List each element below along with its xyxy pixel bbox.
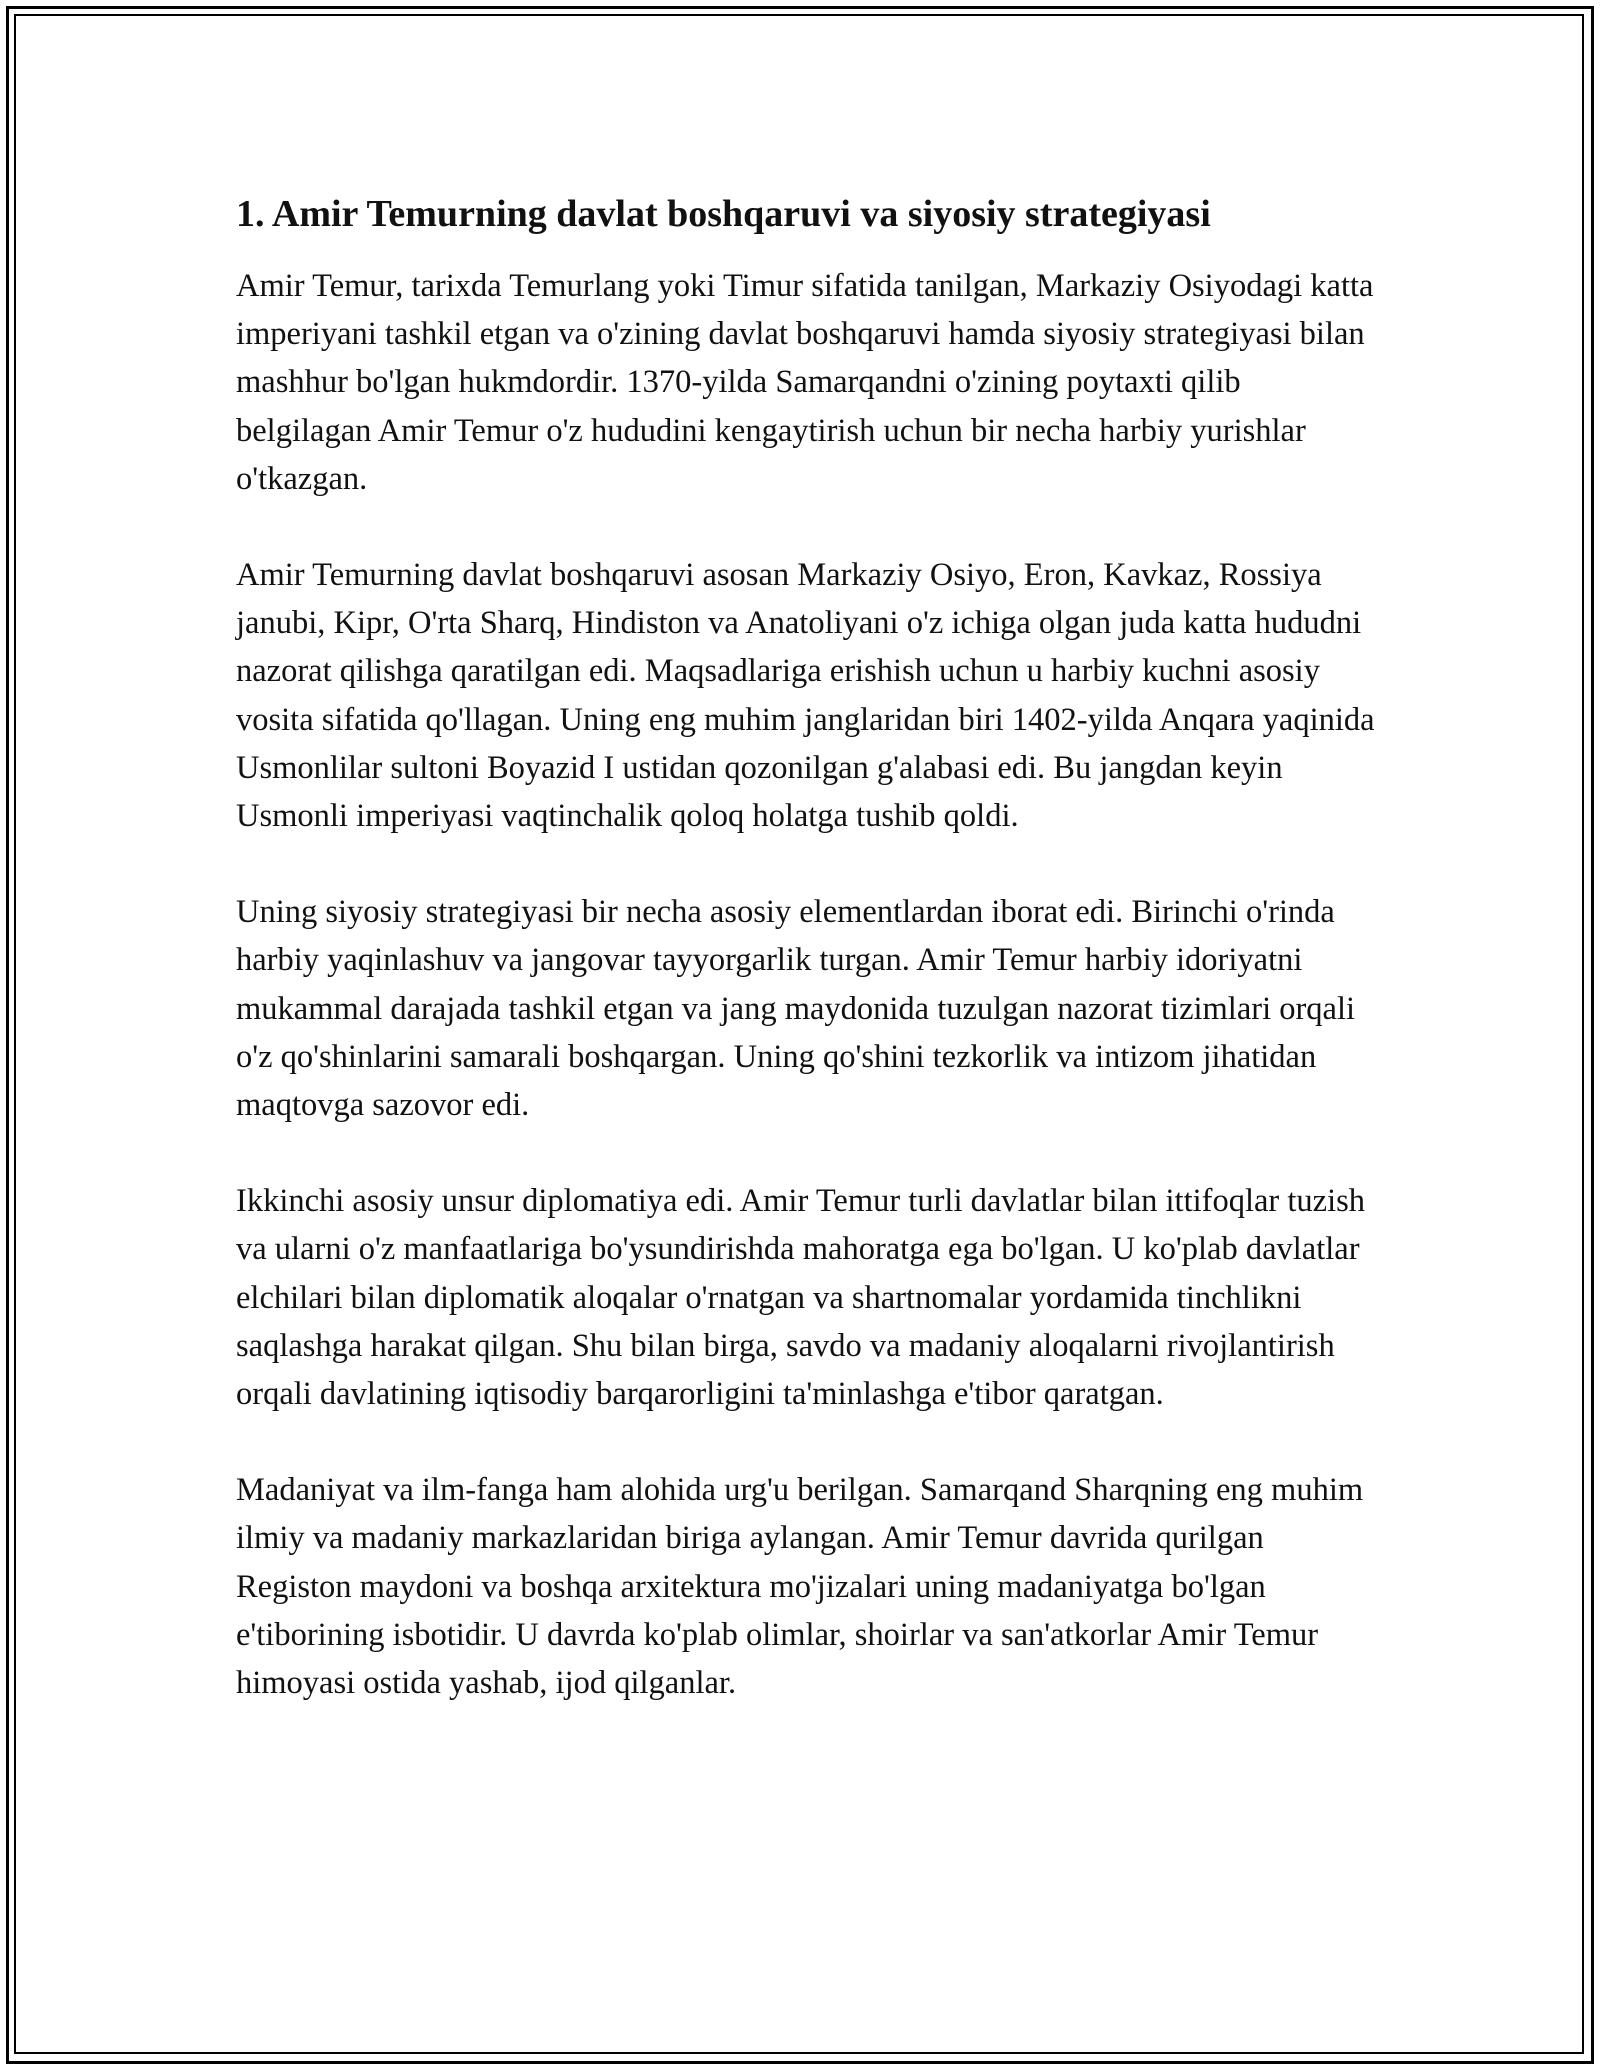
document-body (236, 188, 1376, 1755)
paragraph-3: Uning siyosiy strategiyasi bir necha asosiy elementlardan iborat edi. Birinchi o'rinda harbiy yaqinlashuv va jangovar tayyorgarlik turgan. Amir Temur harbiy idoriyatni mukammal darajada tashkil etgan va jang maydonida tuzulgan nazorat tizimlari orqali o'z qo'shinlarini samarali boshqargan. Uning qo'shini tezkorlik va intizom jihatidan maqtovga sazovor edi. (236, 894, 1356, 1124)
paragraph-5: Madaniyat va ilm-fanga ham alohida urg'u berilgan. Samarqand Sharqning eng muhim ilmiy va madaniy markazlaridan biriga aylangan. Amir Temur davrida qurilgan Registon maydoni va boshqa arxitektura mo'jizalari uning madaniyatga bo'lgan e'tiborining isbotidir. U davrda ko'plab olimlar, shoirlar va san'atkorlar Amir Temur himoyasi ostida yashab, ijod qilganlar. (236, 1472, 1364, 1702)
section-heading: 1. Amir Temurning davlat boshqaruvi va siyosiy strategiyasi (236, 193, 1211, 235)
paragraph-2: Amir Temurning davlat boshqaruvi asosan Markaziy Osiyo, Eron, Kavkaz, Rossiya janubi, Kipr, O'rta Sharq, Hindiston va Anatoliyani o'z ichiga olgan juda katta hududni nazorat qilishga qaratilgan edi. Maqsadlariga erishish uchun u harbiy kuchni asosiy vosita sifatida qo'llagan. Uning eng muhim janglaridan biri 1402-yilda Anqara yaqinida Usmonlilar sultoni Boyazid I ustidan qozonilgan g'alabasi edi. Bu jangdan keyin Usmonli imperiyasi vaqtinchalik qoloq holatga tushib qoldi. (236, 557, 1375, 835)
paragraph-4: Ikkinchi asosiy unsur diplomatiya edi. Amir Temur turli davlatlar bilan ittifoqlar tuzish va ularni o'z manfaatlariga bo'ysundirishda mahoratga ega bo'lgan. U ko'plab davlatlar elchilari bilan diplomatik aloqalar o'rnatgan va shartnomalar yordamida tinchlikni saqlashga harakat qilgan. Shu bilan birga, savdo va madaniy aloqalarni rivojlantirish orqali davlatining iqtisodiy barqarorligini ta'minlashga e'tibor qaratgan. (236, 1183, 1365, 1413)
paragraph-1: Amir Temur, tarixda Temurlang yoki Timur sifatida tanilgan, Markaziy Osiyodagi katta imperiyani tashkil etgan va o'zining davlat boshqaruvi hamda siyosiy strategiyasi bilan mashhur bo'lgan hukmdordir. 1370-yilda Samarqandni o'zining poytaxti qilib belgilagan Amir Temur o'z hududini kengaytirish uchun bir necha harbiy yurishlar o'tkazgan. (236, 268, 1374, 497)
